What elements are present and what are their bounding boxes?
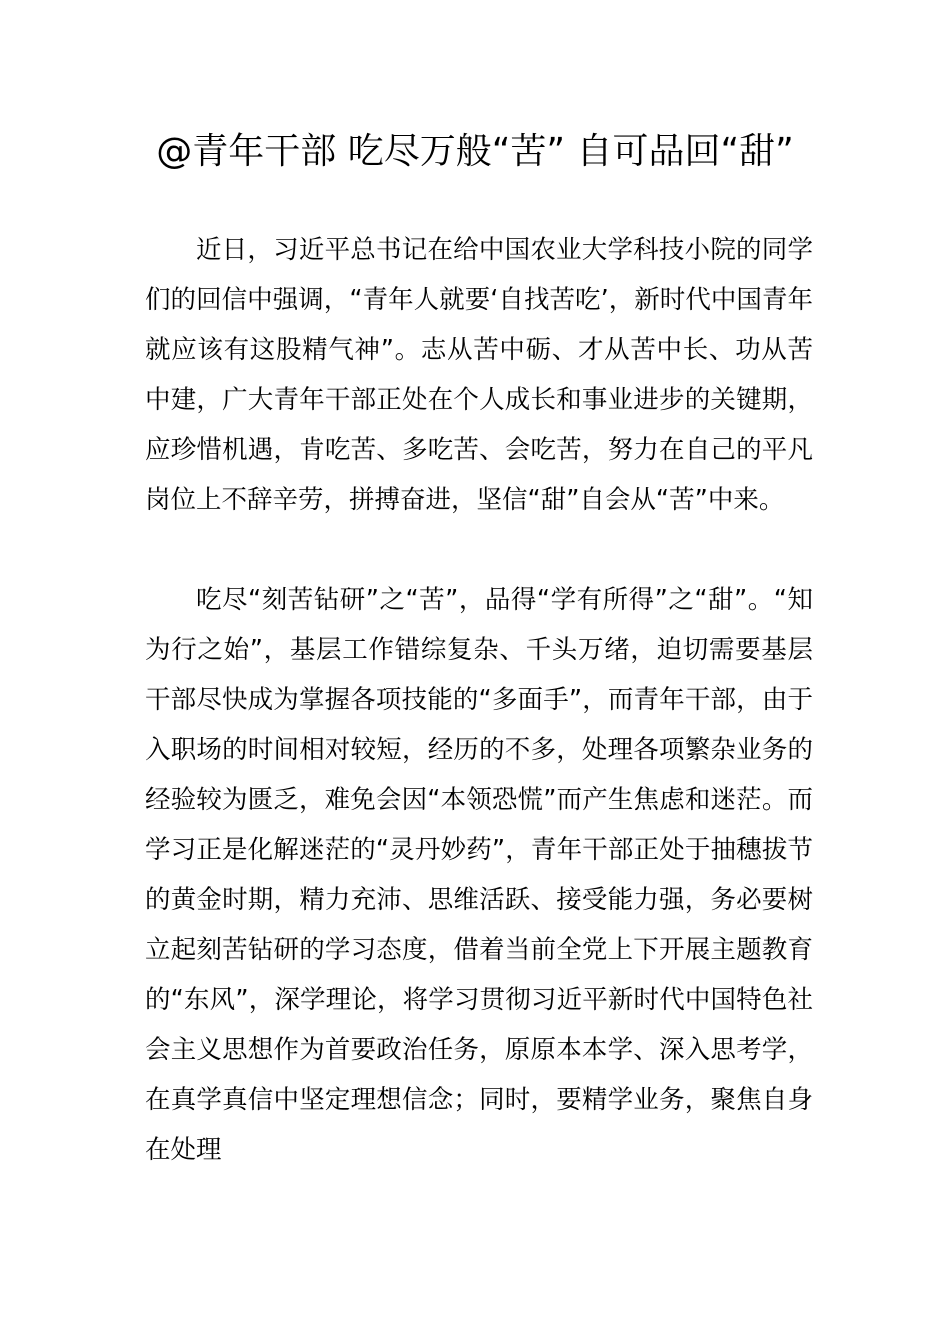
paragraph-intro: 近日，习近平总书记在给中国农业大学科技小院的同学们的回信中强调，“青年人就要‘自找苦吃’，新时代中国青年就应该有这股精气神”。志从苦中砺、才从苦中长、功从苦中建，广大青年干部正处在个人成长和事业进步的关键期，应珍惜机遇，肯吃苦、多吃苦、会吃苦，努力在自己的平凡岗位上不辞辛劳，拼搏奋进，坚信“甜”自会从“苦”中来。 bbox=[145, 235, 813, 515]
document-title: @青年干部 吃尽万般“苦” 自可品回“甜” bbox=[156, 131, 794, 172]
document-body bbox=[145, 225, 813, 1175]
paragraph-study: 吃尽“刻苦钻研”之“苦”，品得“学有所得”之“甜”。“知为行之始”，基层工作错综复杂、千头万绪，迫切需要基层干部尽快成为掌握各项技能的“多面手”，而青年干部，由于入职场的时间相对较短，经历的不多，处理各项繁杂业务的经验较为匮乏，难免会因“本领恐慌”而产生焦虑和迷茫。而学习正是化解迷茫的“灵丹妙药”，青年干部正处于抽穗拔节的黄金时期，精力充沛、思维活跃、接受能力强，务必要树立起刻苦钻研的学习态度，借着当前全党上下开展主题教育的“东风”，深学理论，将学习贯彻习近平新时代中国特色社会主义思想作为首要政治任务，原原本本学、深入思考学，在真学真信中坚定理想信念；同时，要精学业务，聚焦自身在处理 bbox=[145, 585, 813, 1165]
paragraph-spacer bbox=[145, 525, 813, 575]
